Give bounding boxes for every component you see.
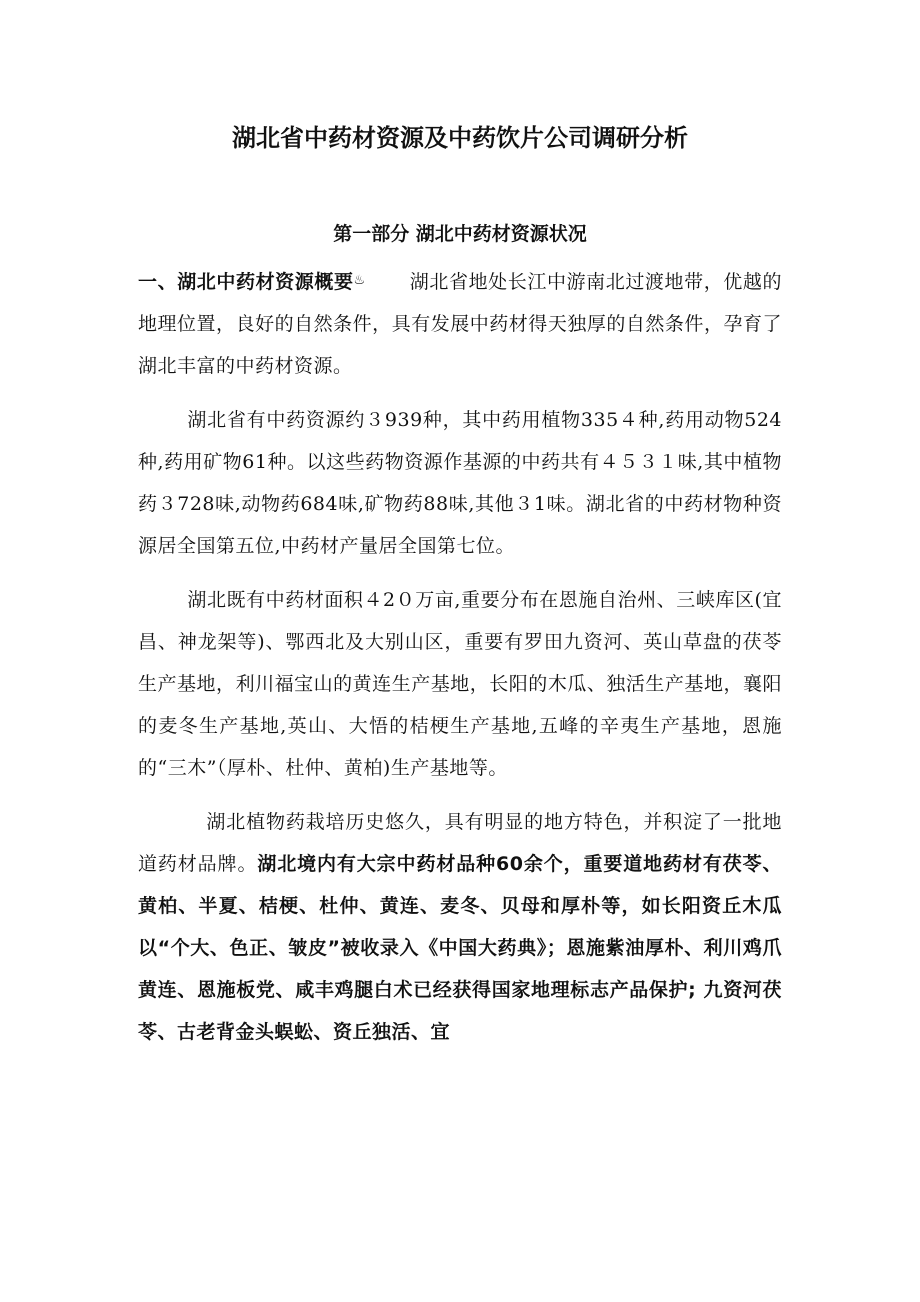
- document-title: 湖北省中药材资源及中药饮片公司调研分析: [232, 124, 688, 152]
- part-heading: 第一部分 湖北中药材资源状况: [333, 223, 587, 245]
- paragraph-4-bold-text: 湖北境内有大宗中药材品种60余个，重要道地药材有茯苓、黄柏、半夏、桔梗、杜仲、黄连、麦冬、贝母和厚朴等，如长阳资丘木瓜以“个大、色正、皱皮”被收录入《中国大药典》；恩施紫油厚朴、利川鸡爪黄连、恩施板党、咸丰鸡腿白术已经获得国家地理标志产品保护; 九资河茯苓、古老背金头蜈蚣、资丘独活、宜: [138, 853, 782, 1043]
- paragraph-4: [138, 801, 782, 1053]
- paragraph-4-text: 湖北植物药栽培历史悠久，具有明显的地方特色，并积淀了一批地道药材品牌。: [138, 811, 782, 875]
- section-mark-icon: ♨: [353, 273, 366, 288]
- body-text: [138, 260, 782, 1053]
- section-heading: 一、湖北中药材资源概要: [138, 271, 354, 293]
- paragraph-1-text: 湖北省地处长江中游南北过渡地带，优越的地理位置，良好的自然条件，具有发展中药材得天独厚的自然条件，孕育了湖北丰富的中药材资源。: [138, 271, 782, 377]
- paragraph-2: 湖北省有中药资源约３939种，其中药用植物335４种,药用动物524种,药用矿物61种。以这些药物资源作基源的中药共有４５３１味,其中植物药３728味,动物药684味,矿物药88味,其他３1味。湖北省的中药材物种资源居全国第五位,中药材产量居全国第七位。: [138, 409, 782, 557]
- paragraph-3: 湖北既有中药材面积４2０万亩,重要分布在恩施自治州、三峡库区(宜昌、神龙架等)、鄂西北及大别山区，重要有罗田九资河、英山草盘的茯苓生产基地，利川福宝山的黄连生产基地，长阳的木瓜、独活生产基地，襄阳的麦冬生产基地,英山、大悟的桔梗生产基地,五峰的辛夷生产基地，恩施的“三木”（厚朴、杜仲、黄柏)生产基地等。: [138, 589, 782, 779]
- paragraph-1: [138, 260, 782, 387]
